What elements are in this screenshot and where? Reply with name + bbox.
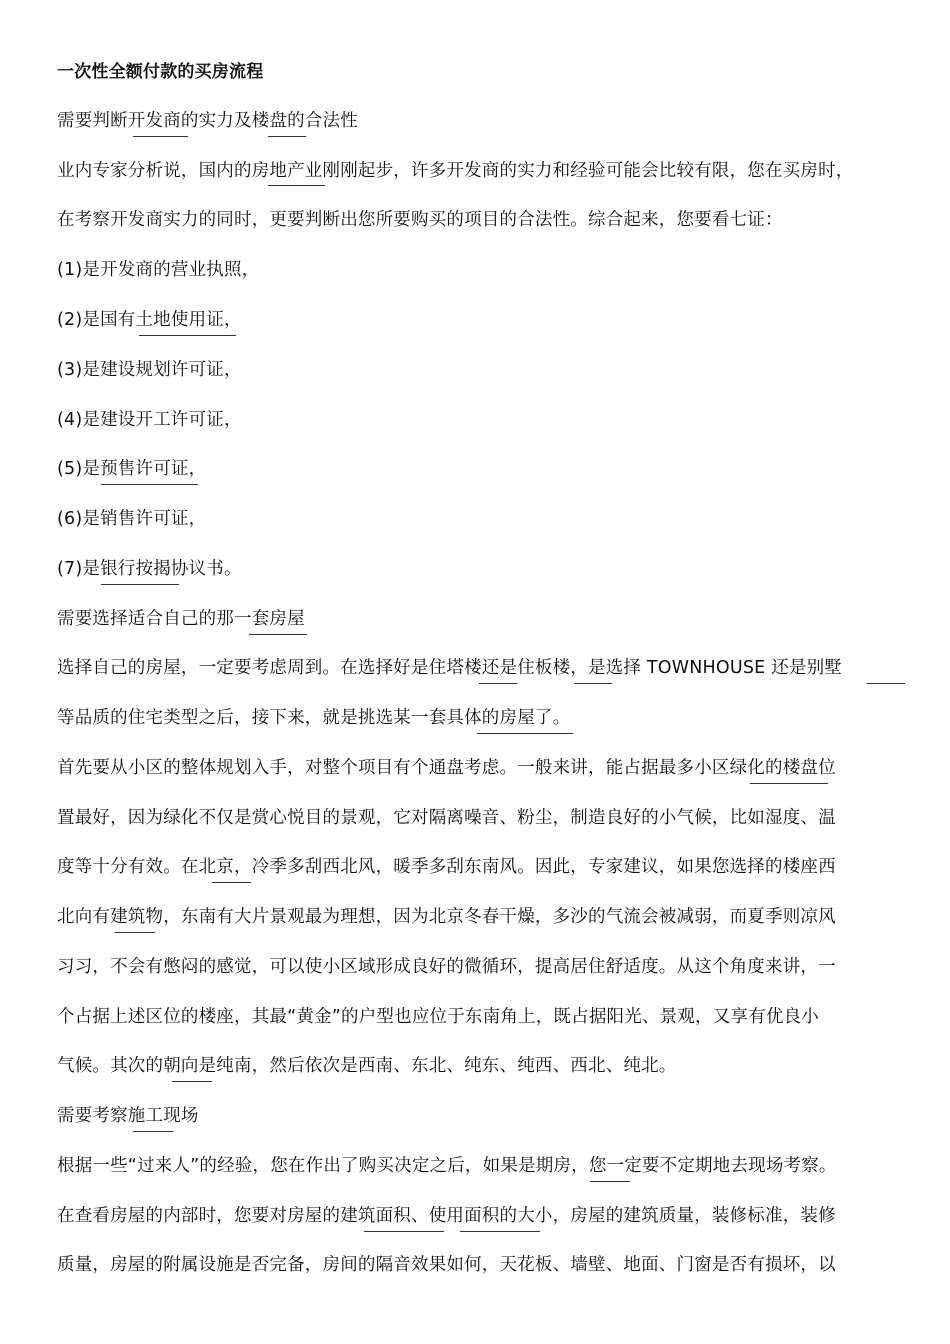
keyword-underline — [101, 484, 198, 485]
keyword-underline — [268, 185, 325, 186]
keyword-underline — [590, 1181, 630, 1182]
paragraph-line: 根据一些“过来人”的经验，您在作出了购买决定之后，如果是期房，您一定要不定期地去现场考察。 — [57, 1156, 837, 1176]
keyword-underline — [249, 634, 307, 635]
list-item: (6)是销售许可证， — [57, 509, 207, 529]
paragraph-line: 等品质的住宅类型之后，接下来，就是挑选某一套具体的房屋了。 — [57, 708, 571, 728]
keyword-underline — [133, 1131, 173, 1132]
section-heading: 需要选择适合自己的那一套房屋 — [57, 609, 305, 629]
keyword-underline — [115, 932, 155, 933]
keyword-underline — [139, 335, 236, 336]
section-heading: 需要考察施工现场 — [57, 1106, 199, 1126]
paragraph-line: 在查看房屋的内部时，您要对房屋的建筑面积、使用面积的大小，房屋的建筑质量，装修标准，装修 — [57, 1206, 836, 1226]
paragraph-line: 质量，房屋的附属设施是否完备，房间的隔音效果如何，天花板、墙壁、地面、门窗是否有损坏，以 — [57, 1255, 836, 1275]
keyword-underline — [133, 136, 188, 137]
paragraph-line: 在考察开发商实力的同时，更要判断出您所要购买的项目的合法性。综合起来，您要看七证： — [57, 210, 783, 230]
list-item: (7)是银行按揭协议书。 — [57, 559, 242, 579]
keyword-underline — [867, 683, 905, 684]
paragraph-line: 气候。其次的朝向是纯南，然后依次是西南、东北、纯东、纯西、西北、纯北。 — [57, 1056, 677, 1076]
keyword-underline — [750, 783, 828, 784]
paragraph-line: 个占据上述区位的楼座，其最“黄金”的户型也应位于东南角上，既占据阳光、景观，又享有优良小 — [57, 1007, 819, 1027]
keyword-underline — [574, 683, 612, 684]
keyword-underline — [364, 1231, 444, 1232]
paragraph-line: 习习，不会有憋闷的感觉，可以使小区域形成良好的微循环，提高居住舒适度。从这个角度来讲，一 — [57, 957, 836, 977]
list-item: (4)是建设开工许可证， — [57, 410, 242, 430]
keyword-underline — [268, 136, 306, 137]
list-item: (1)是开发商的营业执照， — [57, 260, 260, 280]
list-item: (3)是建设规划许可证， — [57, 360, 242, 380]
keyword-underline — [172, 1081, 212, 1082]
document-title: 一次性全额付款的买房流程 — [57, 62, 264, 82]
paragraph-line: 北向有建筑物，东南有大片景观最为理想，因为北京冬春干燥，多沙的气流会被减弱，而夏季则凉风 — [57, 907, 836, 927]
keyword-underline — [101, 584, 179, 585]
keyword-underline — [479, 683, 517, 684]
list-item: (5)是预售许可证， — [57, 459, 207, 479]
list-item: (2)是国有土地使用证， — [57, 310, 242, 330]
paragraph-line: 置最好，因为绿化不仅是赏心悦目的景观，它对隔离噪音、粉尘，制造良好的小气候，比如湿度、温 — [57, 808, 836, 828]
paragraph-line: 度等十分有效。在北京，冷季多刮西北风，暖季多刮东南风。因此，专家建议，如果您选择的楼座西 — [57, 857, 836, 877]
paragraph-line: 首先要从小区的整体规划入手，对整个项目有个通盘考虑。一般来讲，能占据最多小区绿化的楼盘位 — [57, 758, 836, 778]
section-heading: 需要判断开发商的实力及楼盘的合法性 — [57, 111, 358, 131]
paragraph-line: 业内专家分析说，国内的房地产业刚刚起步，许多开发商的实力和经验可能会比较有限，您在买房时， — [57, 161, 854, 181]
keyword-underline — [477, 733, 573, 734]
keyword-underline — [212, 882, 251, 883]
paragraph-line: 选择自己的房屋，一定要考虑周到。在选择好是住塔楼还是住板楼，是选择 TOWNHOUSE 还是别墅 — [57, 658, 842, 678]
keyword-underline — [460, 1231, 540, 1232]
